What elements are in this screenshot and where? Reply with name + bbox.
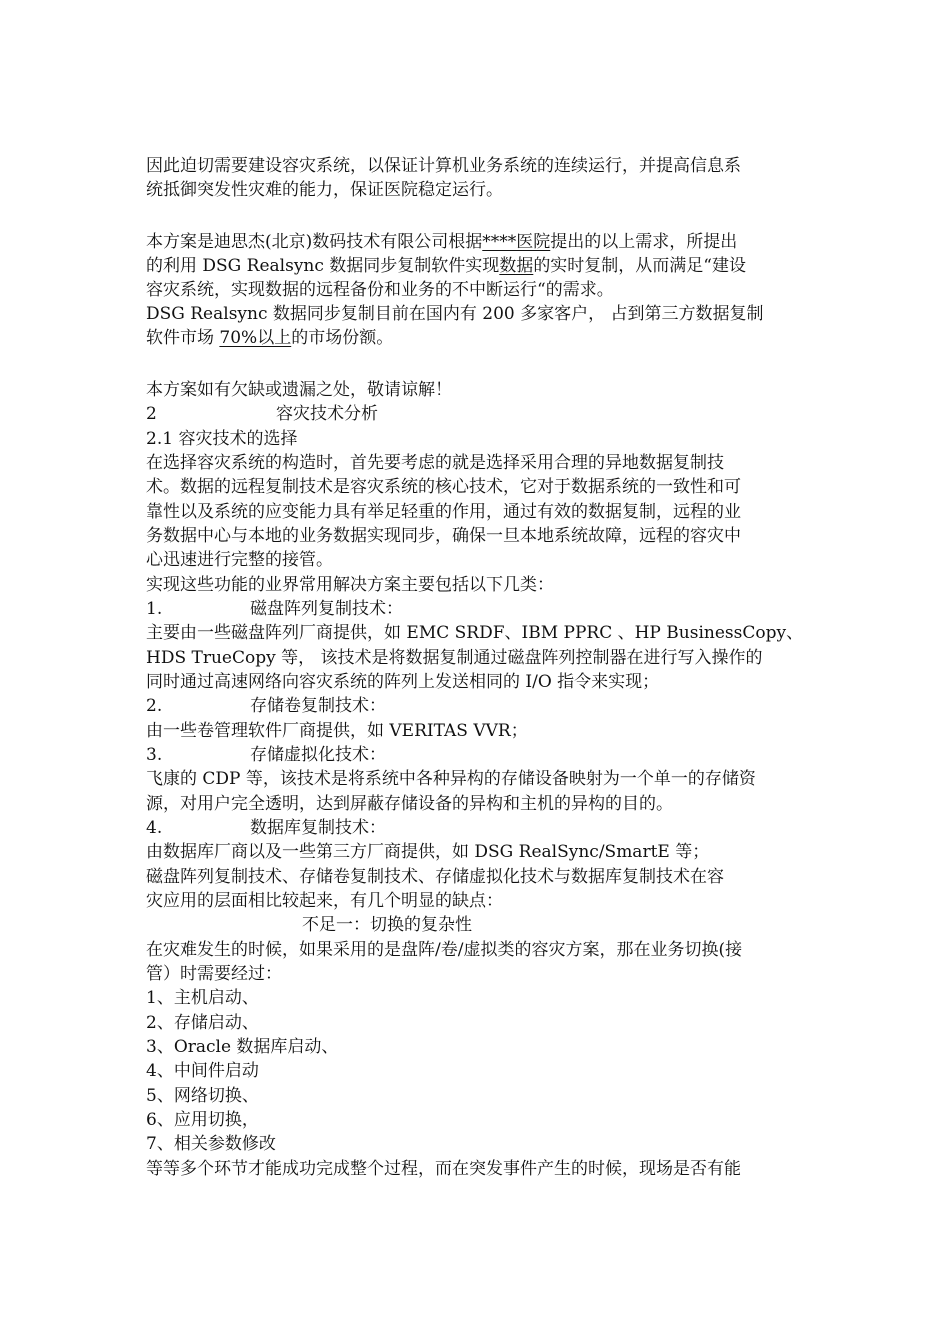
paragraph-line: DSG Realsync 数据同步复制目前在国内有 200 多家客户， 占到第三方数据复制	[146, 304, 764, 324]
list-number: 4.	[146, 818, 163, 838]
paragraph-line: 软件市场 70%以上的市场份额。	[146, 328, 394, 348]
paragraph-line: 灾应用的层面相比较起来，有几个明显的缺点：	[146, 891, 503, 911]
paragraph-line: HDS TrueCopy 等， 该技术是将数据复制通过磁盘阵列控制器在进行写入操作的	[146, 648, 763, 668]
paragraph-line: 本方案是迪思杰(北京)数码技术有限公司根据****医院提出的以上需求，所提出	[146, 232, 738, 252]
paragraph-line: 实现这些功能的业界常用解决方案主要包括以下几类：	[146, 575, 554, 595]
section-heading: 容灾技术分析	[276, 404, 378, 424]
paragraph-line: 等等多个环节才能成功完成整个过程，而在突发事件产生的时候，现场是否有能	[146, 1159, 741, 1179]
list-item: 4、中间件启动	[146, 1061, 259, 1081]
paragraph-line: 在灾难发生的时候，如果采用的是盘阵/卷/虚拟类的容灾方案，那在业务切换(接	[146, 940, 743, 960]
paragraph-line: 源，对用户完全透明，达到屏蔽存储设备的异构和主机的异构的目的。	[146, 794, 673, 814]
paragraph-line: 主要由一些磁盘阵列厂商提供，如 EMC SRDF、IBM PPRC 、HP BusinessCopy、	[146, 623, 804, 643]
section-number: 2	[146, 404, 157, 424]
list-item: 1、主机启动、	[146, 988, 259, 1008]
list-item: 6、应用切换，	[146, 1110, 259, 1130]
list-item-heading: 数据库复制技术：	[250, 818, 386, 838]
paragraph-line: 由一些卷管理软件厂商提供，如 VERITAS VVR；	[146, 721, 528, 741]
list-item: 5、网络切换、	[146, 1086, 259, 1106]
paragraph-line: 本方案如有欠缺或遗漏之处，敬请谅解！	[146, 380, 452, 400]
paragraph-line: 由数据库厂商以及一些第三方厂商提供，如 DSG RealSync/SmartE 等；	[146, 842, 710, 862]
paragraph-line: 管）时需要经过：	[146, 964, 282, 984]
subheading-deficiency: 不足一：切换的复杂性	[302, 915, 472, 935]
list-item: 3、Oracle 数据库启动、	[146, 1037, 339, 1057]
paragraph-line: 心迅速进行完整的接管。	[146, 550, 333, 570]
paragraph-line: 务数据中心与本地的业务数据实现同步，确保一旦本地系统故障，远程的容灾中	[146, 526, 741, 546]
paragraph-line: 的利用 DSG Realsync 数据同步复制软件实现数据的实时复制，从而满足“建设	[146, 256, 747, 276]
list-number: 3.	[146, 745, 163, 765]
paragraph-line: 术。数据的远程复制技术是容灾系统的核心技术，它对于数据系统的一致性和可	[146, 477, 741, 497]
paragraph-line: 在选择容灾系统的构造时，首先要考虑的就是选择采用合理的异地数据复制技	[146, 453, 724, 473]
list-item: 2、存储启动、	[146, 1013, 259, 1033]
paragraph-line: 统抵御突发性灾难的能力，保证医院稳定运行。	[146, 180, 503, 200]
paragraph-line: 因此迫切需要建设容灾系统，以保证计算机业务系统的连续运行，并提高信息系	[146, 156, 741, 176]
paragraph-line: 磁盘阵列复制技术、存储卷复制技术、存储虚拟化技术与数据库复制技术在容	[146, 867, 724, 887]
paragraph-line: 飞康的 CDP 等，该技术是将系统中各种异构的存储设备映射为一个单一的存储资	[146, 769, 756, 789]
list-item-heading: 存储卷复制技术：	[250, 696, 386, 716]
paragraph-line: 同时通过高速网络向容灾系统的阵列上发送相同的 I/O 指令来实现；	[146, 672, 660, 692]
underlined-hospital-name: ****医院	[482, 232, 551, 252]
subsection-heading: 2.1 容灾技术的选择	[146, 429, 298, 449]
underlined-market-share: 70%以上	[219, 328, 292, 348]
list-number: 1.	[146, 599, 163, 619]
underlined-word: 数据	[499, 256, 534, 276]
paragraph-line: 容灾系统，实现数据的远程备份和业务的不中断运行“的需求。	[146, 280, 614, 300]
paragraph-line: 靠性以及系统的应变能力具有举足轻重的作用，通过有效的数据复制，远程的业	[146, 502, 741, 522]
list-item-heading: 存储虚拟化技术：	[250, 745, 386, 765]
list-item: 7、相关参数修改	[146, 1134, 276, 1154]
list-item-heading: 磁盘阵列复制技术：	[250, 599, 403, 619]
list-number: 2.	[146, 696, 163, 716]
